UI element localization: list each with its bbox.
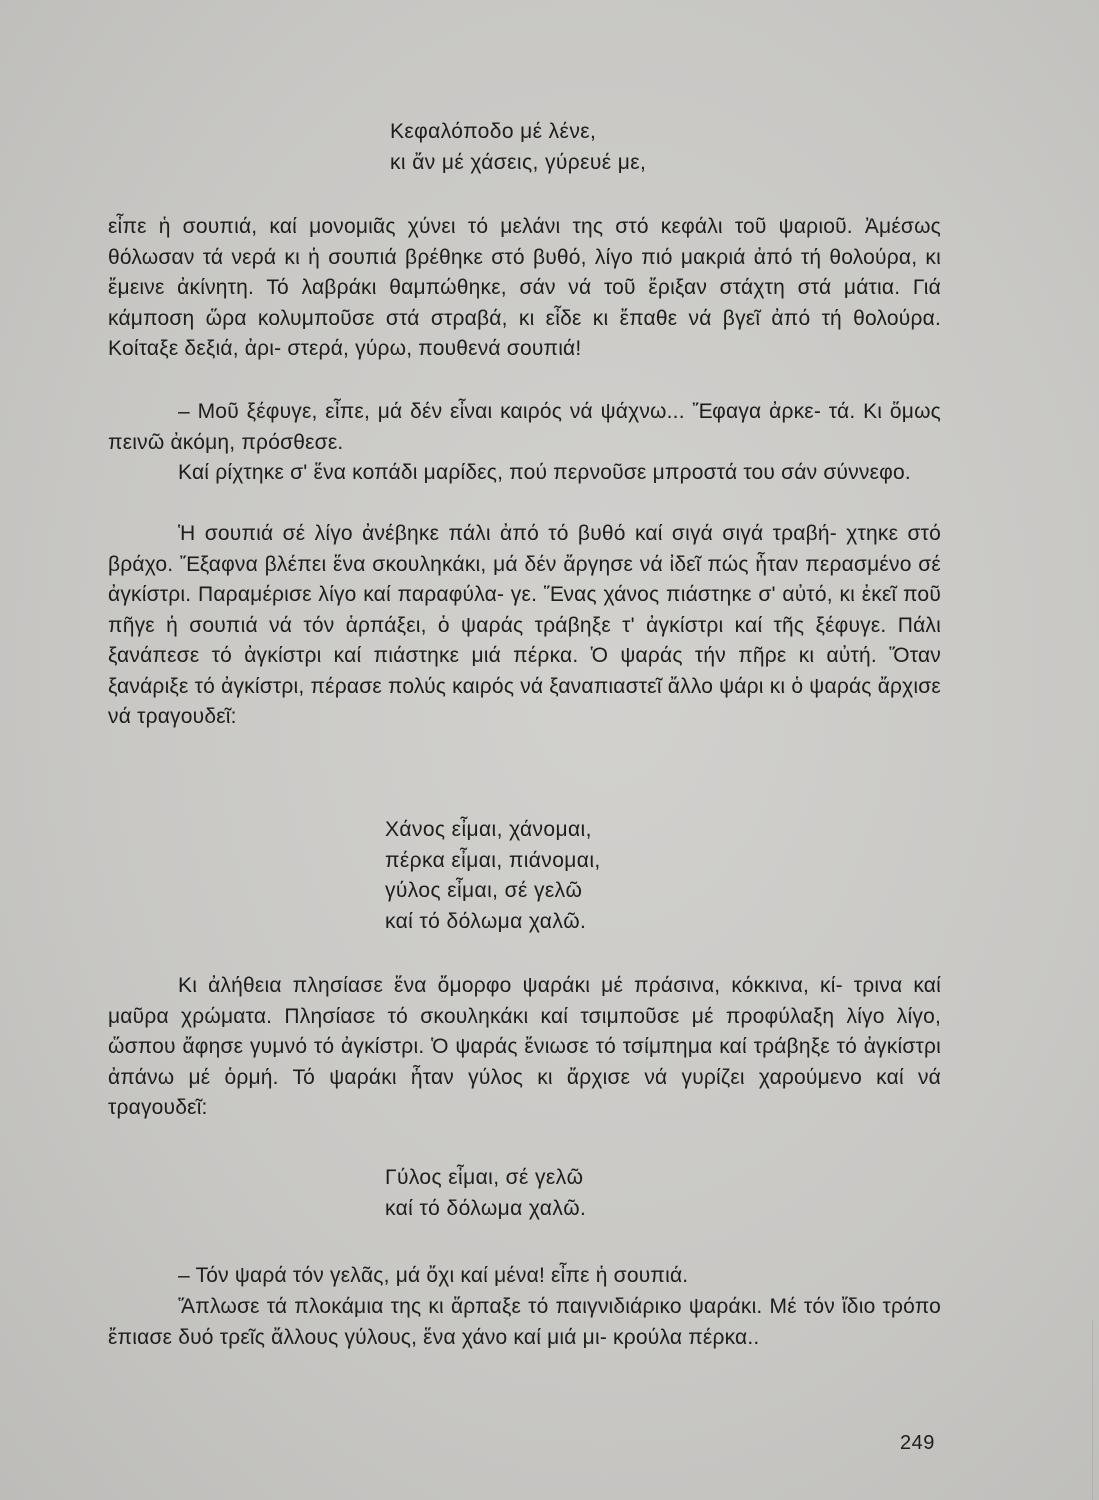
verse-line: καί τό δόλωμα χαλῶ. (385, 909, 587, 933)
verse-block-1 (390, 117, 646, 178)
verse-line: γύλος εἶμαι, σέ γελῶ (385, 879, 583, 902)
paragraph: Κι ἀλήθεια πλησίασε ἕνα ὄμορφο ψαράκι μέ πράσινα, κόκκινα, κί- τρινα καί μαῦρα χρώματα. Πλησίασε τό σκουληκάκι καί τσιμποῦσε μέ προφύλαξη λίγο λίγο, ὥσπου ἄφησε γυμνό τό ἀγκίστρι. Ὁ ψαράς ἔνιωσε τό τσίμπημα καί τράβηξε τό ἀγκίστρι ἀπάνω μέ ὁρμή. Τό ψαράκι ἦταν γύλος κι ἄρχισε νά γυρίζει χαρούμενο καί νά τραγουδεῖ: (108, 974, 941, 1119)
paragraph: εἶπε ἡ σουπιά, καί μονομιᾶς χύνει τό μελάνι της στό κεφάλι τοῦ ψαριοῦ. Ἀμέσως θόλωσαν τά νερά κι ἡ σουπιά βρέθηκε στό βυθό, λίγο πιό μακριά ἀπό τή θολούρα, κι ἔμεινε ἀκίνητη. Τό λαβράκι θαμπώθηκε, σάν νά τοῦ ἔριξαν στάχτη στά μάτια. Γιά κάμποση ὥρα κολυμποῦσε στά στραβά, κι εἶδε κι ἔπαθε νά βγεῖ ἀπό τή θολούρα. Κοίταξε δεξιά, ἀρι- στερά, γύρω, πουθενά σουπιά! (108, 215, 941, 360)
verse-line: πέρκα εἶμαι, πιάνομαι, (385, 848, 601, 872)
page-number: 249 (900, 1432, 935, 1454)
verse-line: κι ἄν μέ χάσεις, γύρευέ με, (390, 150, 647, 174)
page-edge-fold (1074, 1320, 1093, 1500)
verse-line: καί τό δόλωμα χαλῶ. (385, 1196, 587, 1220)
verse-line: Κεφαλόποδο μέ λένε, (390, 120, 597, 143)
verse-block-2 (385, 815, 601, 937)
verse-block-3 (385, 1163, 586, 1224)
paragraph: Ἡ σουπιά σέ λίγο ἀνέβηκε πάλι ἀπό τό βυθό καί σιγά σιγά τραβή- χτηκε στό βράχο. Ἔξαφνα βλέπει ἕνα σκουληκάκι, μά δέν ἄργησε νά ἰδεῖ πώς ἦταν περασμένο σέ ἀγκίστρι. Παραμέρισε λίγο καί παραφύλα- γε. Ἕνας χάνος πιάστηκε σ' αὐτό, κι ἐκεῖ ποῦ πῆγε ἡ σουπιά νά τόν ἁρπάξει, ὁ ψαράς τράβηξε τ' ἀγκίστρι καί τῆς ξέφυγε. Πάλι ξανάπεσε τό ἀγκίστρι καί πιάστηκε μιά πέρκα. Ὁ ψαράς τήν πῆρε κι αὐτή. Ὅταν ξανάριξε τό ἀγκίστρι, πέρασε πολύς καιρός νά ξαναπιαστεῖ ἄλλο ψάρι κι ὁ ψαράς ἄρχισε νά τραγουδεῖ: (108, 522, 941, 728)
verse-line: Γύλος εἶμαι, σέ γελῶ (385, 1166, 584, 1189)
paragraph: – Τόν ψαρά τόν γελᾶς, μά ὄχι καί μένα! εἶπε ἡ σουπιά. (178, 1264, 689, 1287)
paragraph: Ἅπλωσε τά πλοκάμια της κι ἅρπαξε τό παιγνιδιάρικο ψαράκι. Μέ τόν ἴδιο τρόπο ἔπιασε δυό τρεῖς ἄλλους γύλους, ἕνα χάνο καί μιά μι- κρούλα πέρκα.. (108, 1295, 941, 1349)
paragraph: – Μοῦ ξέφυγε, εἶπε, μά δέν εἶναι καιρός νά ψάχνω... Ἔφαγα ἀρκε- τά. Κι ὅμως πεινῶ ἀκόμη, πρόσθεσε. (108, 400, 941, 454)
verse-line: Χάνος εἶμαι, χάνομαι, (385, 818, 592, 841)
paragraph: Καί ρίχτηκε σ' ἕνα κοπάδι μαρίδες, πού περνοῦσε μπροστά του σάν σύννεφο. (178, 461, 911, 484)
